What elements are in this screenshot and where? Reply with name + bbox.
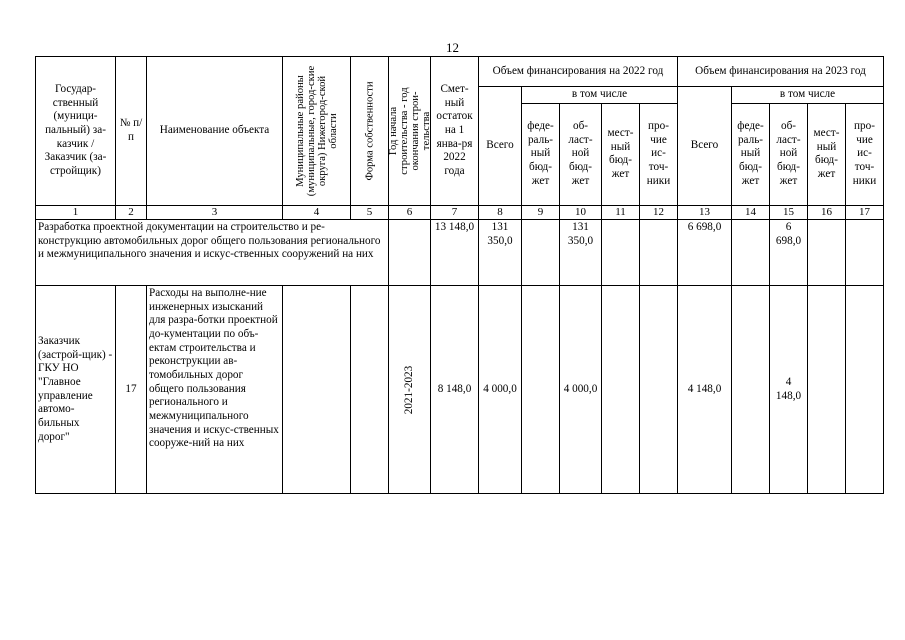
financing-table — [35, 56, 884, 494]
header-num: № п/п — [116, 57, 147, 206]
header-municipal — [283, 57, 351, 206]
header-years-text: Год начала строительства - год окончания строи-тельства — [387, 87, 432, 175]
item-num: 17 — [116, 286, 147, 494]
item-regional-2023: 4 148,0 — [770, 286, 808, 494]
header-fin-2023: Объем финансирования на 2023 год — [678, 57, 884, 87]
item-total-2022: 4 000,0 — [479, 286, 522, 494]
col-number: 14 — [732, 205, 770, 219]
col-number: 15 — [770, 205, 808, 219]
header-other-2023: про-чие ис-точ-ники — [846, 103, 884, 205]
item-other-2023 — [846, 286, 884, 494]
col-number: 13 — [678, 205, 732, 219]
item-federal-2023 — [732, 286, 770, 494]
item-row — [36, 286, 884, 494]
col-number: 1 — [36, 205, 116, 219]
col-number: 5 — [351, 205, 389, 219]
col-number: 8 — [479, 205, 522, 219]
section-other-2022 — [640, 220, 678, 286]
header-regional-2022: об-ласт-ной бюд-жет — [560, 103, 602, 205]
item-object: Расходы на выполне-ние инженерных изысканий для разра-ботки проектной до-кументации по объ-ектам строительства и реконструкции ав-томобильных дорог общего пользования регионального и межмуниципального значения и искус-ственных сооруже-ний на них — [147, 286, 283, 494]
item-municipal — [283, 286, 351, 494]
header-local-2023: мест-ный бюд-жет — [808, 103, 846, 205]
section-federal-2023 — [732, 220, 770, 286]
col-number: 17 — [846, 205, 884, 219]
header-local-2022: мест-ный бюд-жет — [602, 103, 640, 205]
section-total-2022: 131 350,0 — [479, 220, 522, 286]
section-row — [36, 220, 884, 286]
col-number: 7 — [431, 205, 479, 219]
column-numbers-row — [36, 205, 884, 219]
col-number: 10 — [560, 205, 602, 219]
page-number: 12 — [446, 40, 459, 55]
item-other-2022 — [640, 286, 678, 494]
header-including-2023: в том числе — [732, 87, 884, 104]
item-total-2023: 4 148,0 — [678, 286, 732, 494]
col-number: 4 — [283, 205, 351, 219]
header-federal-2022: феде-раль-ный бюд-жет — [522, 103, 560, 205]
section-local-2023 — [808, 220, 846, 286]
item-ownership — [351, 286, 389, 494]
header-total-2022: Всего — [479, 87, 522, 206]
item-local-2023 — [808, 286, 846, 494]
col-number: 16 — [808, 205, 846, 219]
item-years-text: 2021-2023 — [402, 365, 415, 414]
header-total-2023: Всего — [678, 87, 732, 206]
item-local-2022 — [602, 286, 640, 494]
section-regional-2023: 6 698,0 — [770, 220, 808, 286]
header-including-2022: в том числе — [522, 87, 678, 104]
header-municipal-text: Муниципальные районы (муниципальные, город-ские округа) Нижегород-ской области — [294, 65, 339, 197]
item-years — [389, 286, 431, 494]
section-years-cell — [389, 220, 431, 286]
item-regional-2022: 4 000,0 — [560, 286, 602, 494]
header-fin-2022: Объем финансирования на 2022 год — [479, 57, 678, 87]
item-remainder: 8 148,0 — [431, 286, 479, 494]
header-customer: Государ-ственный (муници-пальный) за-казчик / Заказчик (за-стройщик) — [36, 57, 116, 206]
section-remainder: 13 148,0 — [431, 220, 479, 286]
col-number: 2 — [116, 205, 147, 219]
section-total-2023: 6 698,0 — [678, 220, 732, 286]
header-regional-2023: об-ласт-ной бюд-жет — [770, 103, 808, 205]
header-federal-2023: феде-раль-ный бюд-жет — [732, 103, 770, 205]
section-local-2022 — [602, 220, 640, 286]
section-federal-2022 — [522, 220, 560, 286]
header-other-2022: про-чие ис-точ-ники — [640, 103, 678, 205]
header-years — [389, 57, 431, 206]
section-title: Разработка проектной документации на строительство и ре-конструкцию автомобильных дорог общего пользования регионального и межмуниципального значения и искус-ственных сооружений на них — [36, 220, 389, 286]
item-federal-2022 — [522, 286, 560, 494]
header-ownership-text: Форма собственности — [363, 81, 375, 181]
section-other-2023 — [846, 220, 884, 286]
col-number: 6 — [389, 205, 431, 219]
item-customer: Заказчик (застрой-щик) - ГКУ НО "Главное управление автомо-бильных дорог" — [36, 286, 116, 494]
header-remainder: Смет-ный остаток на 1 янва-ря 2022 года — [431, 57, 479, 206]
section-regional-2022: 131 350,0 — [560, 220, 602, 286]
col-number: 9 — [522, 205, 560, 219]
header-ownership — [351, 57, 389, 206]
col-number: 11 — [602, 205, 640, 219]
header-object-name: Наименование объекта — [147, 57, 283, 206]
col-number: 3 — [147, 205, 283, 219]
col-number: 12 — [640, 205, 678, 219]
